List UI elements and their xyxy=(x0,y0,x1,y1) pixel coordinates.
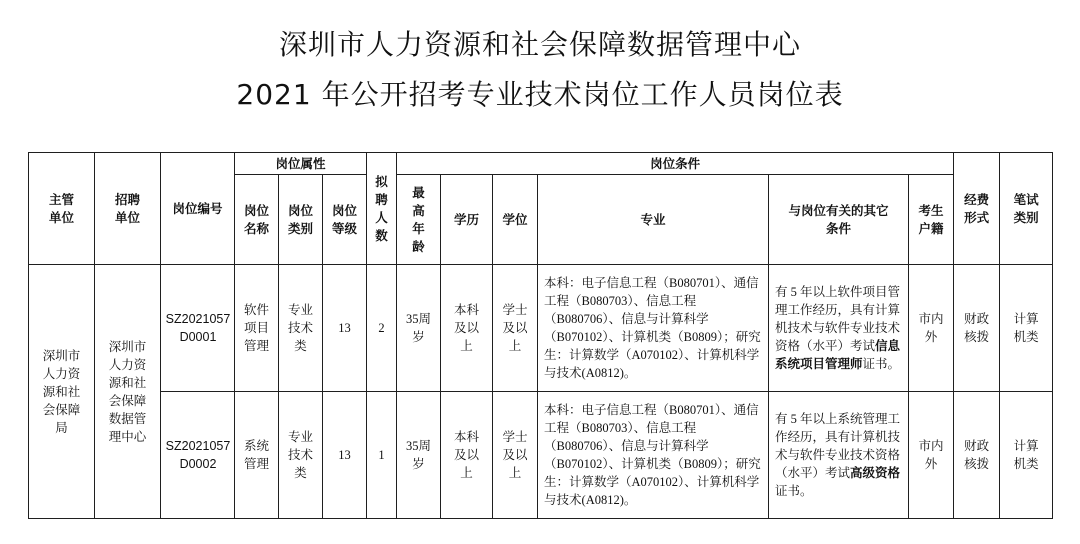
table-row xyxy=(29,265,1053,392)
recruiting-unit-cell: 深圳市人力资源和社会保障数据管理中心 xyxy=(95,265,161,519)
table-row xyxy=(29,392,1053,519)
header-major: 专业 xyxy=(538,175,769,265)
position-grade-cell: 13 xyxy=(323,265,367,392)
header-funding-form: 经费形式 xyxy=(954,153,1000,265)
header-planned-number: 拟聘人数 xyxy=(367,153,397,265)
header-position-code: 岗位编号 xyxy=(161,153,235,265)
education-cell: 本科及以上 xyxy=(441,265,493,392)
position-code-cell: SZ2021057D0002 xyxy=(161,392,235,519)
header-row-1 xyxy=(29,153,1053,175)
page-subtitle: 2021 年公开招考专业技术岗位工作人员岗位表 xyxy=(236,78,844,111)
max-age-cell: 35周岁 xyxy=(397,265,441,392)
degree-cell: 学士及以上 xyxy=(493,265,538,392)
header-other-requirements: 与岗位有关的其它条件 xyxy=(769,175,909,265)
page-title: 深圳市人力资源和社会保障数据管理中心 xyxy=(278,28,801,61)
header-position-conditions: 岗位条件 xyxy=(397,153,954,175)
header-max-age: 最高年龄 xyxy=(397,175,441,265)
exam-type-cell: 计算机类 xyxy=(1000,392,1053,519)
funding-cell: 财政核拨 xyxy=(954,392,1000,519)
header-competent-unit: 主管单位 xyxy=(29,153,95,265)
education-cell: 本科及以上 xyxy=(441,392,493,519)
header-exam-type: 笔试类别 xyxy=(1000,153,1053,265)
position-code-cell: SZ2021057D0001 xyxy=(161,265,235,392)
position-name-cell: 软件项目管理 xyxy=(235,265,279,392)
header-degree: 学位 xyxy=(493,175,538,265)
header-position-attributes: 岗位属性 xyxy=(235,153,367,175)
degree-cell: 学士及以上 xyxy=(493,392,538,519)
header-position-grade: 岗位等级 xyxy=(323,175,367,265)
household-cell: 市内外 xyxy=(909,265,954,392)
planned-number-cell: 2 xyxy=(367,265,397,392)
exam-type-cell: 计算机类 xyxy=(1000,265,1053,392)
household-cell: 市内外 xyxy=(909,392,954,519)
header-position-category: 岗位类别 xyxy=(279,175,323,265)
position-grade-cell: 13 xyxy=(323,392,367,519)
header-education: 学历 xyxy=(441,175,493,265)
competent-unit-cell: 深圳市人力资源和社会保障局 xyxy=(29,265,95,519)
funding-cell: 财政核拨 xyxy=(954,265,1000,392)
other-requirements-cell: 有 5 年以上软件项目管理工作经历，具有计算机技术与软件专业技术资格（水平）考试信息系统项目管理师证书。 xyxy=(769,265,909,392)
position-category-cell: 专业技术类 xyxy=(279,265,323,392)
planned-number-cell: 1 xyxy=(367,392,397,519)
position-table xyxy=(28,152,1053,519)
major-cell: 本科：电子信息工程（B080701）、通信工程（B080703）、信息工程（B080706）、信息与计算科学（B070102）、计算机类（B0809）；研究生：计算数学（A070102）、计算机科学与技术(A0812)。 xyxy=(538,265,769,392)
other-requirements-cell: 有 5 年以上系统管理工作经历，具有计算机技术与软件专业技术资格（水平）考试高级资格证书。 xyxy=(769,392,909,519)
max-age-cell: 35周岁 xyxy=(397,392,441,519)
header-position-name: 岗位名称 xyxy=(235,175,279,265)
major-cell: 本科：电子信息工程（B080701）、通信工程（B080703）、信息工程（B080706）、信息与计算科学（B070102）、计算机类（B0809）；研究生：计算数学（A070102）、计算机科学与技术(A0812)。 xyxy=(538,392,769,519)
position-name-cell: 系统管理 xyxy=(235,392,279,519)
header-recruiting-unit: 招聘单位 xyxy=(95,153,161,265)
position-category-cell: 专业技术类 xyxy=(279,392,323,519)
header-household-registration: 考生户籍 xyxy=(909,175,954,265)
